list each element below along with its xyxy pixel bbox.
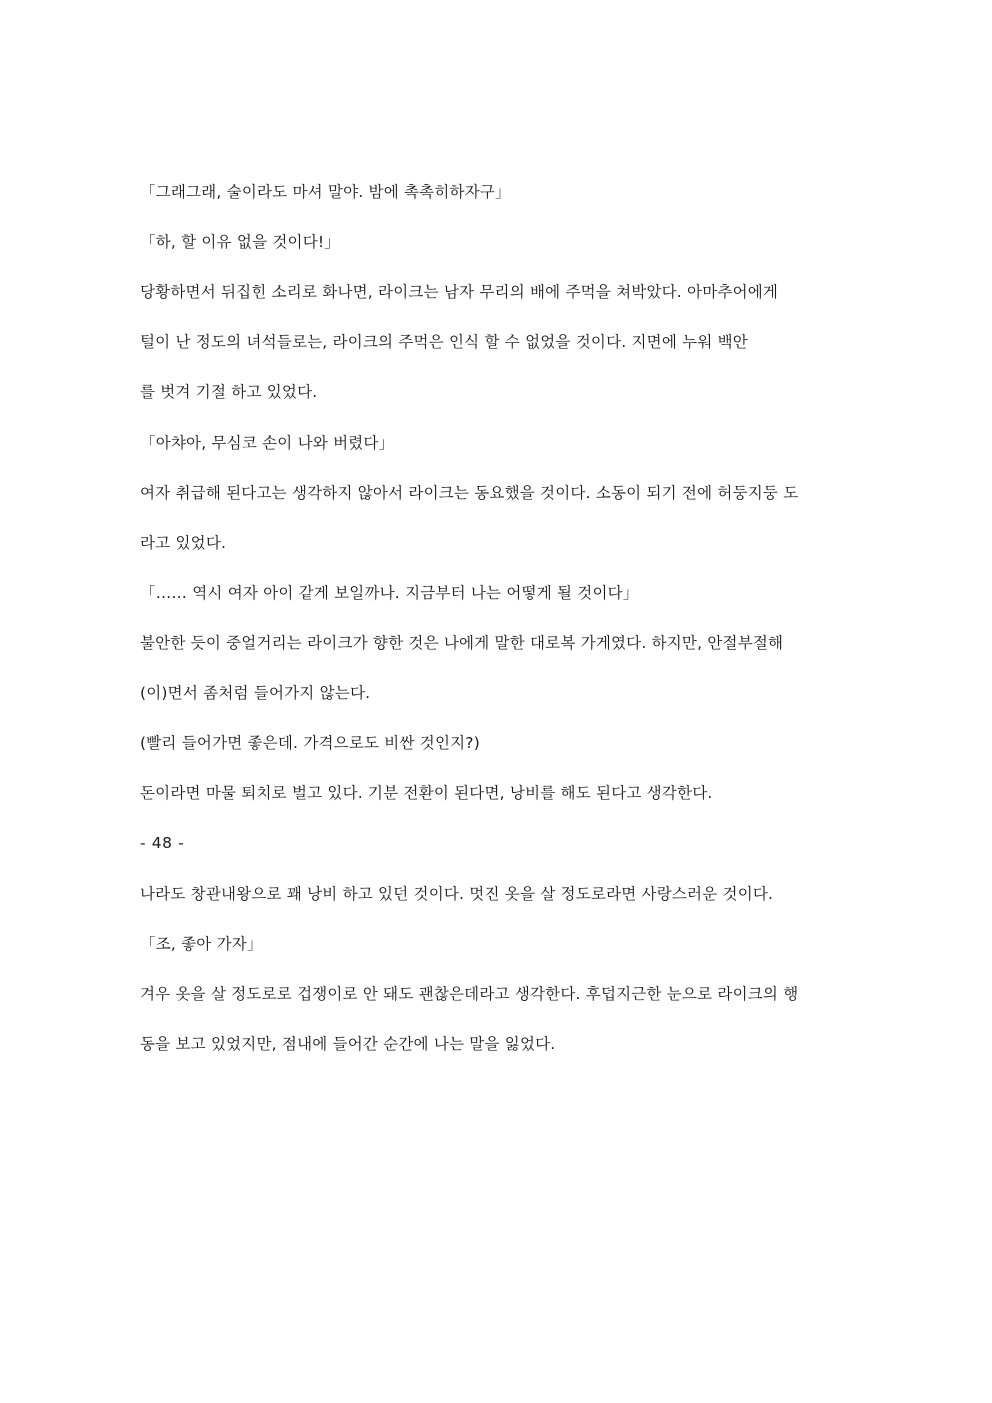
paragraph: 털이 난 정도의 녀석들로는, 라이크의 주먹은 인식 할 수 없었을 것이다. 지면에 누워 백안 [140,333,748,352]
paragraph: (빨리 들어가면 좋은데. 가격으로도 비싼 것인지?) [140,734,480,753]
paragraph: 를 벗겨 기절 하고 있었다. [140,383,318,402]
paragraph: 동을 보고 있었지만, 점내에 들어간 순간에 나는 말을 잃었다. [140,1034,556,1053]
paragraph: 「아챠아, 무심코 손이 나와 버렸다」 [140,433,395,452]
paragraph: 나라도 창관내왕으로 꽤 낭비 하고 있던 것이다. 멋진 옷을 살 정도로라면 사랑스러운 것이다. [140,884,774,903]
document-body [140,180,862,1057]
paragraph: 당황하면서 뒤집힌 소리로 화나면, 라이크는 남자 무리의 배에 주먹을 쳐박았다. 아마추어에게 [140,283,779,302]
paragraph: 여자 취급해 된다고는 생각하지 않아서 라이크는 동요했을 것이다. 소동이 되기 전에 허둥지둥 도 [140,483,799,502]
paragraph: 「조, 좋아 가자」 [140,934,263,953]
page-number: - 48 - [140,834,185,853]
paragraph: (이)면서 좀처럼 들어가지 않는다. [140,684,371,703]
paragraph: 불안한 듯이 중얼거리는 라이크가 향한 것은 나에게 말한 대로복 가게였다. 하지만, 안절부절해 [140,633,784,652]
paragraph: 돈이라면 마물 퇴치로 벌고 있다. 기분 전환이 된다면, 낭비를 해도 된다고 생각한다. [140,784,713,803]
paragraph: 「…… 역시 여자 아이 같게 보일까나. 지금부터 나는 어떻게 될 것이다」 [140,583,639,602]
paragraph: 라고 있었다. [140,533,227,552]
paragraph: 「그래그래, 술이라도 마셔 말야. 밤에 촉촉히하자구」 [140,183,511,201]
paragraph: 「하, 할 이유 없을 것이다!」 [140,233,341,252]
paragraph: 겨우 옷을 살 정도로로 겁쟁이로 안 돼도 괜찮은데라고 생각한다. 후덥지근한 눈으로 라이크의 행 [140,984,799,1003]
